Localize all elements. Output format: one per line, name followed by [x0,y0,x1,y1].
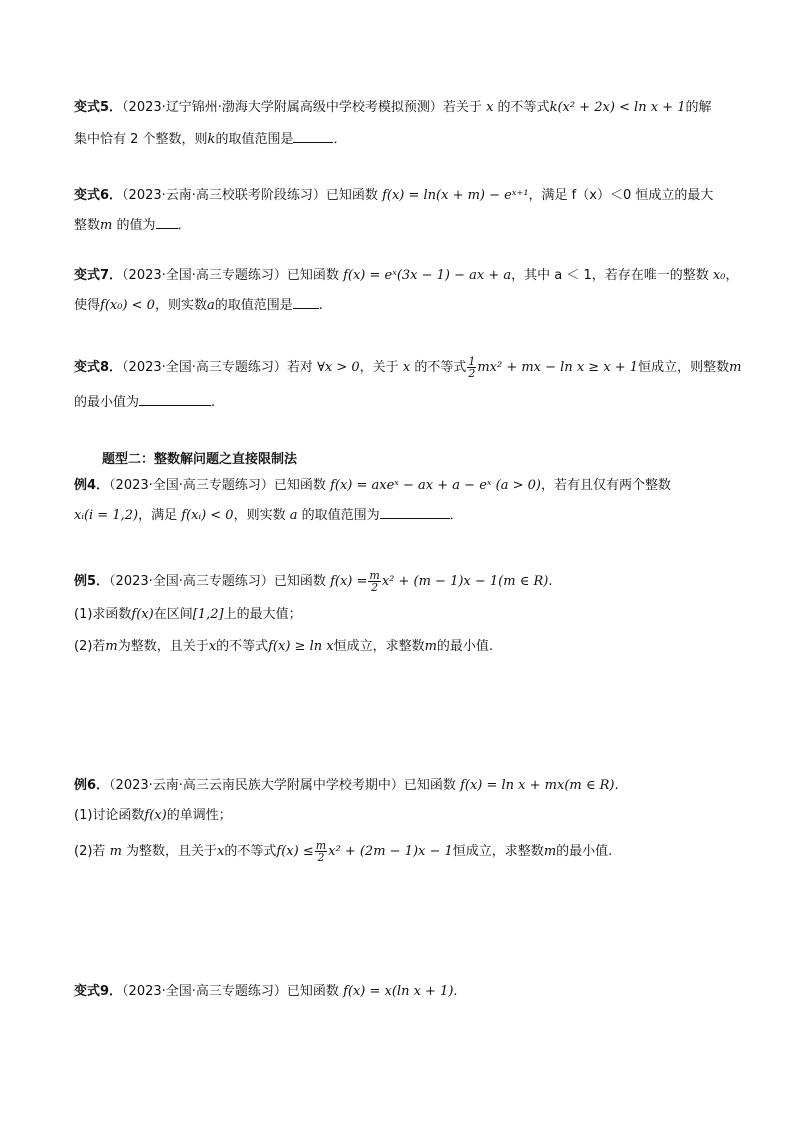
math-formula: ∀x > 0 [317,360,360,375]
math-formula: x² + (m − 1)x − 1(m ∈ R) [381,574,549,589]
answer-blank[interactable] [380,506,450,519]
problem-line [74,776,724,796]
math-formula: [1,2] [192,607,224,622]
fraction-numerator: m [369,569,380,582]
math-fraction [467,356,476,379]
problem-source: （2023·辽宁锦州·渤海大学附属高级中学校考模拟预测） [122,100,443,115]
math-var: x [217,844,225,859]
fraction-numerator: 1 [468,355,476,368]
answer-blank[interactable] [293,130,333,143]
math-var: m [729,360,742,375]
problem-source: （2023·云南·高三云南民族大学附属中学校考期中） [109,778,404,793]
math-formula: f(x) [144,808,167,823]
problem-line [74,570,724,593]
problem-text: 的解 [685,100,712,115]
fraction-denominator: 2 [468,367,476,380]
problem-variant-8 [74,355,742,413]
math-formula: f(x) [131,607,154,622]
problem-text: ，则实数 [233,508,286,523]
problem-label: 变式6． [74,188,123,203]
math-var: x [486,100,494,115]
math-formula: mx² + mx − ln x ≥ x + 1 [477,360,639,375]
problem-text: ，满足 [138,508,178,523]
problem-text: 若对 [286,360,313,375]
problem-text: ． [177,218,191,233]
problem-label: 变式5． [74,100,123,115]
problem-text: . [548,574,553,589]
math-var: x [208,639,217,654]
problem-label: 变式9． [74,984,123,999]
problem-example-6 [74,776,724,863]
math-fraction [315,840,327,863]
problem-text: 集中恰有 2 个整数，则 [74,132,208,147]
problem-text: . [614,778,619,793]
math-formula: f(x) ≥ ln x [268,639,334,654]
problem-text: 的不等式 [497,100,550,115]
problem-text: 为整数，且关于 [126,844,218,859]
problem-part-1 [74,806,724,826]
problem-text: 恒成立，求整数 [333,639,425,654]
problem-part-1 [74,605,724,625]
problem-text: ，则实数 [154,298,207,313]
problem-source: （2023·全国·高三专题练习） [122,984,287,999]
problem-text: 上的最大值； [223,607,302,622]
answer-blank[interactable] [139,393,211,406]
problem-text: 已知函数 [286,984,339,999]
problem-text: 的最小值为 [74,395,140,410]
math-formula: f(x) = [330,574,368,589]
problem-line [74,506,724,526]
problem-line [74,296,724,316]
problem-text: 的最小值. [556,844,613,859]
math-fraction [368,570,380,593]
math-formula: f(x₀) < 0 [100,298,155,313]
problem-text: 为整数，且关于 [117,639,209,654]
problem-variant-9 [74,982,724,1002]
problem-variant-7 [74,266,739,316]
problem-text: 的最小值. [436,639,494,654]
fraction-denominator: 2 [317,851,325,864]
section-heading: 题型二：整数解问题之直接限制法 [102,452,298,467]
problem-label: 变式7． [74,268,123,283]
problem-line [74,216,724,236]
problem-text: 的单调性； [166,808,232,823]
problem-line [74,982,724,1002]
math-var: a [289,508,298,523]
problem-source: （2023·全国·高三专题练习） [109,574,274,589]
problem-text: 的不等式 [216,639,269,654]
math-var: m [543,844,557,859]
problem-text: 恒成立，则整数 [638,360,730,375]
answer-blank[interactable] [156,216,178,229]
problem-text: 已知函数 [273,478,326,493]
math-formula: x² + (2m − 1)x − 1 [328,844,453,859]
problem-text: ， [725,268,739,283]
math-formula: xᵢ(i = 1,2) [74,508,139,523]
problem-part-2 [74,840,724,863]
math-formula: f(x) = x(ln x + 1) [343,984,454,999]
problem-text: ，其中 a ＜ 1，若存在唯一的整数 [511,268,709,283]
math-formula: f(x) = eˣ(3x − 1) − ax + a [343,268,512,283]
problem-line [74,186,724,206]
problem-text: 的不等式 [414,360,467,375]
problem-label: 例5． [74,574,110,589]
math-var: m [424,639,437,654]
math-var: x₀ [712,268,726,283]
problem-label: 例4． [74,478,110,493]
problem-text: 已知函数 [286,268,339,283]
problem-text: . [318,298,323,313]
problem-text: 的取值范围为 [301,508,380,523]
problem-text: 整数 [74,218,101,233]
problem-text: 已知函数 [273,574,326,589]
math-var: m [105,639,118,654]
math-var: m [109,844,122,859]
problem-text: ，关于 [359,360,399,375]
problem-line [74,266,739,286]
fraction-denominator: 2 [371,581,379,594]
problem-text: (2)若 [74,639,106,654]
problem-text: 已知函数 [403,778,456,793]
problem-text: (2)若 [74,844,106,859]
math-var: a [206,298,215,313]
math-var: m [100,218,113,233]
problem-text: 的不等式 [224,844,277,859]
problem-variant-5 [74,98,724,150]
problem-text: ． [333,132,347,147]
problem-text: 的值为 [116,218,156,233]
problem-text: (1)讨论函数 [74,808,145,823]
problem-text: 恒成立，求整数 [452,844,544,859]
math-var: x [402,360,411,375]
math-formula: f(x) ≤ [276,844,314,859]
problem-text: ，满足 f（x）＜0 恒成立的最大 [528,188,714,203]
problem-source: （2023·全国·高三专题练习） [109,478,274,493]
problem-text: . [453,984,458,999]
fraction-numerator: m [315,839,327,852]
problem-line [74,476,724,496]
problem-line [74,393,724,413]
problem-variant-6 [74,186,724,236]
problem-text: . [211,395,216,410]
math-formula: f(x) = axeˣ − ax + a − eˣ (a > 0) [330,478,541,493]
math-formula: f(xᵢ) < 0 [181,508,234,523]
problem-text: ． [449,508,463,523]
problem-source: （2023·全国·高三专题练习） [122,268,287,283]
math-formula: f(x) = ln(x + m) − eˣ⁺¹ [382,188,529,203]
math-formula: f(x) = ln x + mx(m ∈ R) [460,778,615,793]
problem-example-5 [74,570,724,657]
problem-line [74,98,724,118]
problem-label: 变式8． [74,360,123,375]
problem-text: (1)求函数 [74,607,132,622]
problem-text: 的取值范围是 [215,132,294,147]
problem-text: 若关于 [442,100,482,115]
problem-line [74,130,724,150]
problem-line [74,355,742,380]
math-formula: k(x² + 2x) < ln x + 1 [549,100,686,115]
problem-text: ，若有且仅有两个整数 [540,478,671,493]
problem-text: 的取值范围是 [214,298,293,313]
problem-example-4 [74,476,724,526]
problem-source: （2023·全国·高三专题练习） [122,360,287,375]
problem-text: 在区间 [153,607,193,622]
math-var: k [207,132,216,147]
problem-part-2 [74,637,724,657]
problem-source: （2023·云南·高三校联考阶段练习） [122,188,326,203]
problem-text: 已知函数 [325,188,378,203]
problem-label: 例6． [74,778,110,793]
answer-blank[interactable] [293,296,319,309]
problem-text: 使得 [74,298,101,313]
